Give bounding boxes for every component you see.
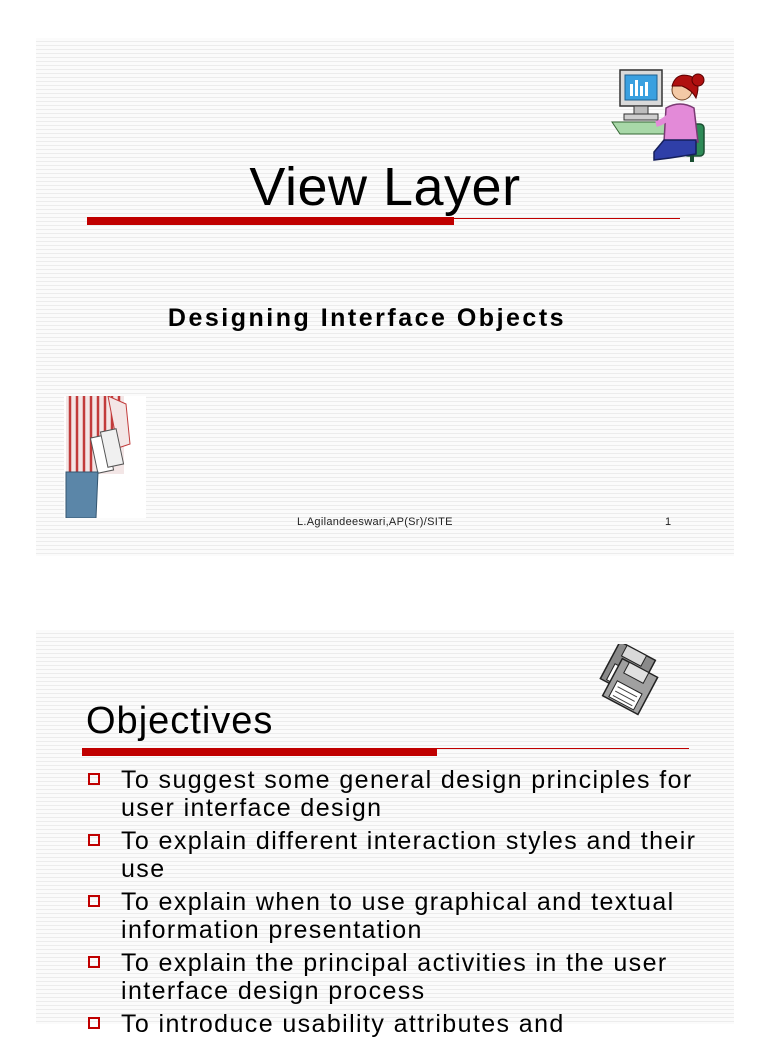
list-item (84, 766, 724, 822)
list-item-text: To explain the principal activities in the user interface design process (121, 949, 668, 1005)
list-item (84, 827, 724, 883)
bullet-square-icon (88, 1017, 100, 1029)
slide-2 (36, 630, 734, 1038)
title-underline-thin (454, 218, 680, 219)
slide-subtitle: Designing Interface Objects (167, 304, 567, 332)
slide-1 (36, 38, 734, 556)
person-with-books-clipart-icon (64, 396, 146, 518)
footer-author: L.Agilandeeswari,AP(Sr)/SITE (297, 516, 453, 528)
title-underline-thick (87, 217, 454, 225)
list-item (84, 1010, 724, 1038)
bullet-square-icon (88, 956, 100, 968)
title-underline-thick (82, 748, 437, 756)
slide-title: Objectives (86, 700, 274, 742)
list-item-text: To explain different interaction styles and their use (121, 827, 697, 883)
list-item-text: To introduce usability attributes and (121, 1010, 565, 1038)
bullet-square-icon (88, 834, 100, 846)
list-item-text: To suggest some general design principles for user interface design (121, 766, 693, 822)
bullet-square-icon (88, 895, 100, 907)
title-underline-thin (437, 748, 689, 749)
list-item-text: To explain when to use graphical and textual information presentation (121, 888, 675, 944)
computer-user-clipart-icon (610, 62, 710, 164)
list-item (84, 949, 724, 1005)
bullet-square-icon (88, 773, 100, 785)
floppy-disks-clipart-icon (592, 644, 664, 720)
objectives-list (84, 766, 724, 1043)
slide-title: View Layer (249, 157, 521, 217)
list-item (84, 888, 724, 944)
page-number: 1 (665, 516, 672, 528)
